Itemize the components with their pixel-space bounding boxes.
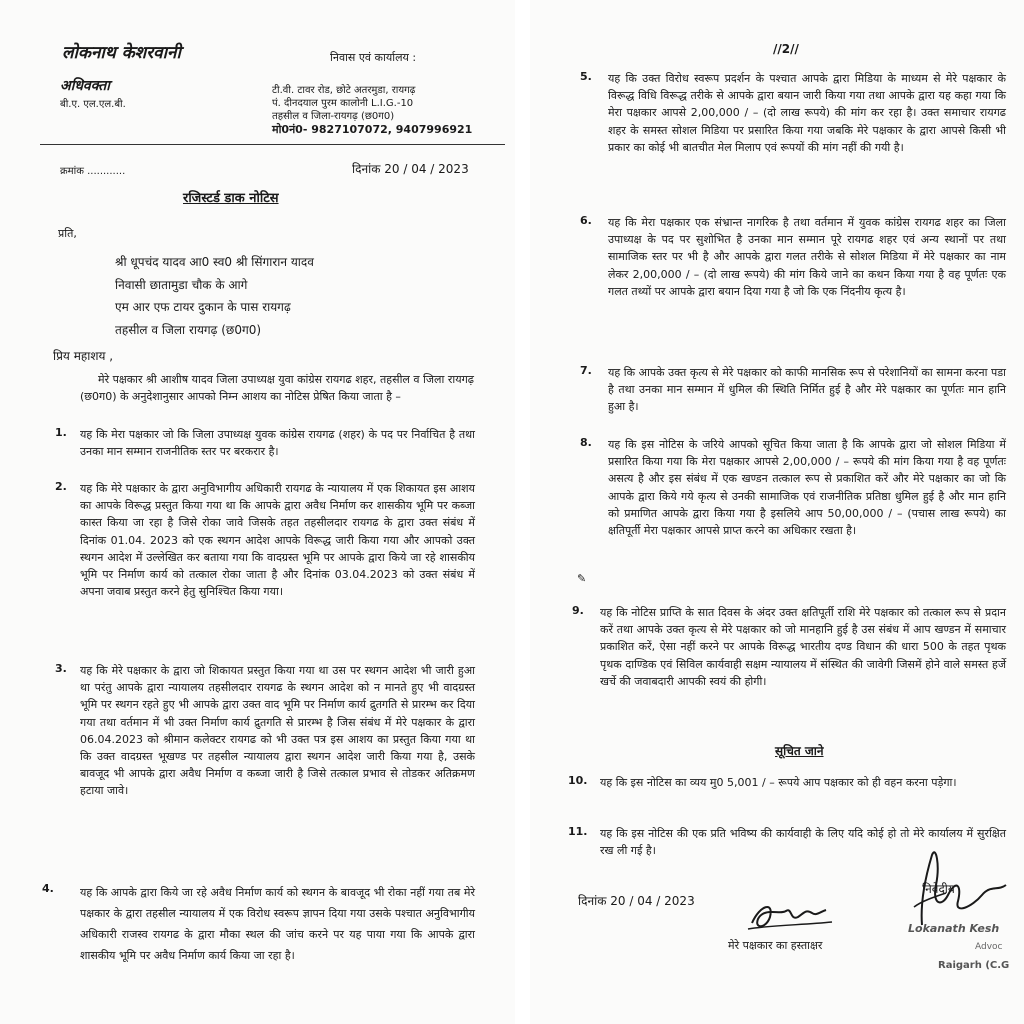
advocate-degree: बी.ए. एल.एल.बी. bbox=[60, 99, 126, 110]
paragraph-number: 8. bbox=[580, 436, 592, 449]
recipient-line: श्री धूपचंद यादव आ0 स्व0 श्री सिंगारान यादव bbox=[115, 255, 314, 269]
to-label: प्रति, bbox=[58, 227, 77, 240]
recipient-line: निवासी छातामुडा चौक के आगे bbox=[115, 277, 248, 292]
closing-date: दिनांक 20 / 04 / 2023 bbox=[578, 894, 695, 908]
address-line: टी.वी. टावर रोड, छोटे अतरमुडा, रायगढ़ bbox=[272, 85, 416, 96]
paragraph-number: 3. bbox=[55, 662, 67, 675]
advocate-stamp-name: Lokanath Kesh bbox=[908, 922, 1000, 935]
paragraph-text: यह कि मेरे पक्षकार के द्वारा अनुविभागीय अधिकारी रायगढ के न्यायालय में एक शिकायत इस आशय का आपके विरूद्ध प्रस्तुत किया गया था कि आपके द्वारा अवैध निर्माण कर शासकीय भूमि पर कब्जा कास्त किया जा रहा है जिसे रोका जावे जिसके तहत तहसीलदार रायगढ के द्वारा उक्त संबंध में दिनांक 01.04. 2023 को एक स्थगन आदेश आपके विरूद्ध जारी किया गया और आपको उक्त स्थगन आदेश में उल्लेखित कर बताया गया कि वादग्रस्त भूमि पर आपके द्वारा किये जा रहे शासकीय भूमि पर निर्माण कार्य को तत्काल रोका जाता है और दिनांक 03.04.2023 को उक्त संबंध में अपना जवाब प्रस्तुत करने हेतु सुनिश्चित किया गया। bbox=[80, 482, 475, 599]
advocate-role: अधिवक्ता bbox=[60, 78, 110, 94]
paragraph-number: 9. bbox=[572, 604, 584, 617]
note-text: यह कि इस नोटिस का व्यय मु0 5,001 / – रूपये आप पक्षकार को ही वहन करना पड़ेगा। bbox=[600, 776, 957, 789]
header-divider bbox=[40, 144, 505, 145]
paragraph-text: यह कि मेरा पक्षकार जो कि जिला उपाध्यक्ष युवक कांग्रेस रायगढ (शहर) के पद पर निर्वाचित है तथा उनका मान सम्मान राजनीतिक स्तर पर बरकरार है। bbox=[80, 428, 475, 459]
note-number: 11. bbox=[568, 825, 588, 838]
paragraph-text: यह कि नोटिस प्राप्ति के सात दिवस के अंदर उक्त क्षतिपूर्ती राशि मेरे पक्षकार को तत्काल रूप से प्रदान करें तथा आपके उक्त कृत्य से मेरे पक्षकार को जो मानहानि हुई है उस संबंध में आप खण्डन में समाचार प्रकाशित करें, ऐसा नहीं करने पर आपके विरूद्ध भारतीय दण्ड विधान की धारा 500 के तहत पृथक पृथक दाण्डिक एवं सिविल कार्यवाही सक्षम न्यायालय में संस्थित की जावेगी जिसमें होने वाले समस्त हर्जे खर्चे की जवाबदारी आपकी स्वयं की होगी। bbox=[600, 606, 1006, 688]
recipient-line: एम आर एफ टायर दुकान के पास रायगढ़ bbox=[115, 300, 291, 314]
page-number: //2// bbox=[773, 42, 799, 56]
salutation: प्रिय महाशय , bbox=[53, 349, 114, 363]
recipient-address bbox=[115, 251, 314, 341]
paragraph-text: यह कि इस नोटिस के जरिये आपको सूचित किया जाता है कि आपके द्वारा जो सोशल मिडिया में प्रसारित किया गया कि मेरा पक्षकार आपसे 2,00,000 / – रूपये की मांग किया गया है वह पूर्णतः असत्य है और इस संबंध में एक खण्डन तत्काल रूप से प्रकाशित करें और मेरे पक्षकार का जो कि आपके द्वारा किये गये कृत्य से उनकी सामाजिक एवं राजनीतिक प्रतिष्ठा धुमिल हुई है और मान हानि को प्रमाणित आपके द्वारा किया गया है इसलिये आप 50,00,000 / – (पचास लाख रूपये) का क्षतिपूर्ती मेरा पक्षकार आपसे प्राप्त करने का अधिकार रखता है। bbox=[608, 438, 1006, 538]
paragraph-text: यह कि उक्त विरोध स्वरूप प्रदर्शन के पश्चात आपके द्वारा मिडिया के माध्यम से मेरे पक्षकार के विरूद्ध विधि विरूद्ध तरीके से आपके द्वारा बयान जारी किया गया तथा आपके द्वारा यह कहा गया कि मेरा पक्षकार आपसे 2,00,000 / – (दो लाख रूपये) की मांग कर रहा है। उक्त समाचार रायगढ शहर के समस्त सोशल मिडिया पर प्रसारित किया गया जबकि मेरे पक्षकार के द्वारा आपसे किसी भी प्रकार का कोई भी बातचीत मेल मिलाप एवं रूपयों की मांग नहीं की गयी है। bbox=[608, 72, 1006, 154]
paragraph-number: 2. bbox=[55, 480, 67, 493]
notice-title: रजिस्टर्ड डाक नोटिस bbox=[183, 191, 279, 206]
notice-page-2 bbox=[530, 0, 1024, 1024]
advocate-stamp-role: Advoc bbox=[975, 942, 1003, 952]
notice-heading: सूचित जाने bbox=[775, 744, 824, 758]
reference-number: क्रमांक ............ bbox=[60, 166, 126, 177]
paragraph-number: 7. bbox=[580, 364, 592, 377]
submitted-by: निवेदीय bbox=[922, 882, 955, 896]
notice-date: दिनांक 20 / 04 / 2023 bbox=[352, 162, 469, 176]
paragraph-text: यह कि आपके उक्त कृत्य से मेरे पक्षकार को काफी मानसिक रूप से परेशानियों का सामना करना पडा है तथा उनका मान सम्मान में धुमिल की स्थिति निर्मित हुई है और मेरे पक्षकार का पूर्णतः मान हानि हुआ है। bbox=[608, 366, 1006, 414]
advocate-stamp-city: Raigarh (C.G bbox=[938, 960, 1010, 971]
note-number: 10. bbox=[568, 774, 588, 787]
paragraph-text: यह कि मेरा पक्षकार एक संभ्रान्त नागरिक है तथा वर्तमान में युवक कांग्रेस रायगढ शहर का जिला उपाध्यक्ष के पद पर सुशोभित है उनका मान सम्मान पूरे रायगढ शहर एवं अन्य स्थानों पर तथा सामाजिक स्तर पर भी है और आपके द्वारा गलत तरीके से सोशल मिडिया में मेरे पक्षकार का नाम लेकर 2,00,000 / – (दो लाख रूपये) की मांग किये जाने का कथन किया गया है वह पूर्णतः एक गलत तथ्यों पर आपके द्वारा बयान दिया गया है जो कि एक निंदनीय कृत्य है। bbox=[608, 216, 1006, 298]
paragraph-text: यह कि मेरे पक्षकार के द्वारा जो शिकायत प्रस्तुत किया गया था उस पर स्थगन आदेश भी जारी हुआ था परंतु आपके द्वारा न्यायालय तहसीलदार रायगढ के स्थगन आदेश को न मानते हुए भी वादग्रस्त भूमि पर स्थगन रहते हुए भी आपके द्वारा उक्त वाद भूमि पर निर्माण कार्य द्रुतगति से प्रारम्भ कर दिया गया तथा वर्तमान में भी उक्त निर्माण कार्य द्रुतगति से प्रारम्भ है जिस संबंध में मेरे पक्षकार के द्वारा 06.04.2023 को श्रीमान कलेक्टर रायगढ को भी उक्त पत्र इस आशय का प्रस्तुत किया गया था कि उक्त वादग्रस्त भूखण्ड पर तहसील न्यायालय द्वारा स्थगन आदेश जारी किया गया है, उसके बावजूद भी आपके द्वारा अवैध निर्माण व कब्जा जारी है जिसे तत्काल प्रभाव से तोडकर अतिक्रमण हटाया जावे। bbox=[80, 664, 475, 798]
paragraph-number: 5. bbox=[580, 70, 592, 83]
paragraph-number: 1. bbox=[55, 426, 67, 439]
address-line: तहसील व जिला-रायगढ़ (छ0ग0) bbox=[272, 111, 395, 122]
paragraph-number: 4. bbox=[42, 882, 54, 895]
recipient-line: तहसील व जिला रायगढ़ (छ0ग0) bbox=[115, 322, 262, 337]
note-text: यह कि इस नोटिस की एक प्रति भविष्य की कार्यवाही के लिए यदि कोई हो तो मेरे कार्यालय में सुरक्षित रख ली गई है। bbox=[600, 827, 1006, 858]
office-label: निवास एवं कार्यालय : bbox=[330, 51, 417, 64]
client-signature bbox=[746, 895, 836, 935]
client-signature-caption: मेरे पक्षकार का हस्ताक्षर bbox=[728, 939, 823, 952]
scan-mark: ✎ bbox=[577, 572, 587, 585]
mobile-numbers: मो0नं0- 9827107072, 9407996921 bbox=[272, 123, 473, 136]
office-address bbox=[272, 84, 497, 136]
intro-paragraph: मेरे पक्षकार श्री आशीष यादव जिला उपाध्यक्ष युवा कांग्रेस रायगढ शहर, तहसील व जिला रायगढ़ (छ0ग0) के अनुदेशानुसार आपको निम्न आशय का नोटिस प्रेषित किया जाता है – bbox=[80, 373, 474, 403]
page-gutter bbox=[515, 0, 530, 1024]
paragraph-number: 6. bbox=[580, 214, 592, 227]
address-line: पं. दीनदयाल पुरम कालोनी L.I.G.-10 bbox=[272, 98, 414, 109]
paragraph-text: यह कि आपके द्वारा किये जा रहे अवैध निर्माण कार्य को स्थगन के बावजूद भी रोका नहीं गया तब मेरे पक्षकार के द्वारा तहसील न्यायालय में एक विरोध स्वरूप ज्ञापन दिया गया उसके पश्चात अनुविभागीय अधिकारी राजस्व रायगढ के द्वारा मौका स्थल की जांच करने पर यह पाया गया कि आपके द्वारा शासकीय भूमि पर अवैध निर्माण कार्य किया जा रहा है। bbox=[80, 886, 475, 962]
advocate-name: लोकनाथ केशरवानी bbox=[62, 43, 181, 63]
